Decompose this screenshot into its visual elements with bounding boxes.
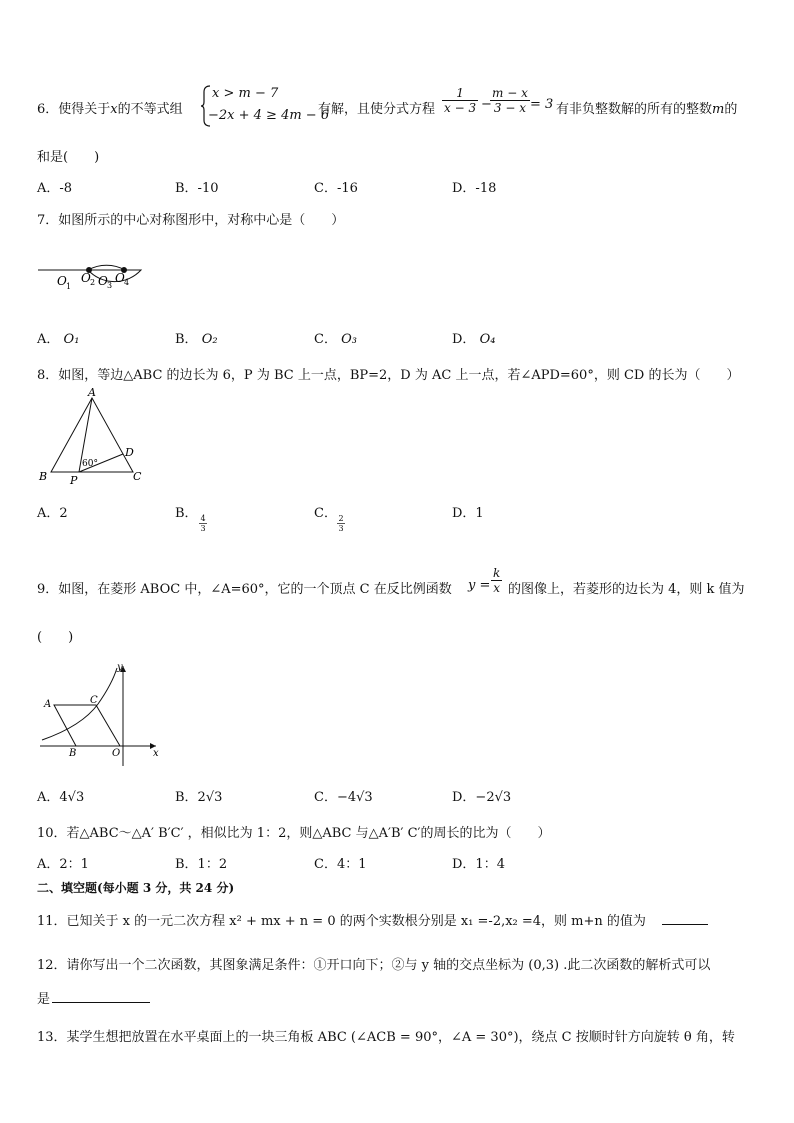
q9-option-d[interactable]: D．−2√3	[452, 790, 512, 805]
label-o4: O	[115, 271, 125, 285]
q9-func-num: k	[493, 566, 501, 580]
q11-stem: 11．已知关于 x 的一元二次方程 x² + mx + n = 0 的两个实数根分别是 x₁ =-2,x₂ =4，则 m+n 的值为	[37, 914, 646, 929]
q9-figure	[36, 662, 164, 770]
q6-fraction-2	[490, 86, 530, 115]
label-d: D	[125, 446, 134, 459]
label-o4-sub: 4	[124, 278, 130, 287]
q7-option-d[interactable]	[452, 328, 495, 347]
q6-tail-line	[556, 98, 737, 117]
label-angle: 60°	[82, 459, 98, 469]
q6-mid1: 的不等式组	[117, 102, 183, 117]
label-b: B	[39, 470, 48, 483]
q6-sys-line2: −2x + 4 ≥ 4m − 6	[208, 108, 330, 123]
q10-option-d[interactable]: D．1：4	[452, 857, 505, 872]
q8-optb-num: 4	[200, 514, 206, 523]
q8-stem: 8．如图，等边△ABC 的边长为 6，P 为 BC 上一点，BP=2，D 为 AC 上一点，若∠APD=60°，则 CD 的长为（ ）	[37, 368, 740, 383]
q6-minus: −	[481, 97, 492, 112]
q6-fraction-1	[442, 86, 478, 115]
q6-frac2-num: m − x	[492, 86, 528, 100]
q6-equals: = 3	[530, 97, 554, 112]
q8-option-c-fraction	[337, 514, 345, 533]
q8-optc-num: 2	[338, 514, 344, 523]
label-a: A	[88, 386, 96, 399]
q6-option-d[interactable]: D．-18	[452, 181, 497, 196]
q9-line2: ( )	[37, 630, 74, 645]
q9-func-lhs: y =	[468, 578, 491, 593]
q6-inequality-system	[200, 84, 330, 128]
q7-option-a[interactable]	[37, 328, 79, 347]
q9-stem-b: 的图像上，若菱形的边长为 4，则 k 值为	[508, 582, 745, 597]
q7-option-d-letter: D．	[452, 332, 476, 347]
q10-option-c[interactable]: C．4：1	[314, 857, 367, 872]
q9-option-a[interactable]: A．4√3	[37, 790, 85, 805]
q6-line2: 和是( )	[37, 150, 100, 165]
q6-tail: 有非负整数解的所有的整数	[556, 102, 713, 117]
q6-var-x: x	[110, 102, 118, 117]
q6-frac1-num: 1	[442, 86, 478, 101]
q8-option-b-fraction	[199, 514, 207, 533]
q6-var-m: m	[712, 102, 725, 117]
q6-tail2: 的	[724, 102, 738, 117]
q7-option-b-value: O₂	[201, 332, 218, 347]
q9-func-fraction	[491, 566, 502, 595]
q8-option-d[interactable]: D．1	[452, 506, 484, 521]
label-a: A	[44, 699, 52, 710]
q6-prefix: 6．使得关于	[37, 102, 111, 117]
label-b: B	[69, 748, 77, 759]
q7-option-b-letter: B．	[175, 332, 198, 347]
q10-option-a[interactable]: A．2：1	[37, 857, 89, 872]
q7-option-d-value: O₄	[479, 332, 496, 347]
q9-stem-a: 9．如图，在菱形 ABOC 中，∠A=60°，它的一个顶点 C 在反比例函数	[37, 582, 452, 597]
q6-frac1-den: x − 3	[444, 101, 477, 115]
label-o2-sub: 2	[90, 278, 96, 287]
label-p: P	[70, 474, 78, 487]
q7-option-c[interactable]	[314, 328, 357, 347]
q8-option-c[interactable]: C．	[314, 506, 337, 521]
q6-sys-line1: x > m − 7	[212, 86, 279, 101]
q7-option-c-letter: C．	[314, 332, 337, 347]
q9-func-den: x	[493, 581, 501, 595]
label-y: y	[117, 662, 123, 673]
q7-option-a-letter: A．	[37, 332, 60, 347]
q7-figure	[36, 232, 148, 304]
q7-option-a-value: O₁	[63, 332, 80, 347]
q7-option-c-value: O₃	[341, 332, 357, 347]
label-o3-sub: 3	[107, 281, 113, 290]
q9-option-b[interactable]: B．2√3	[175, 790, 223, 805]
q8-option-a[interactable]: A．2	[37, 506, 68, 521]
label-o: O	[112, 748, 121, 759]
label-o1: O	[57, 274, 67, 288]
q11-answer-blank[interactable]	[662, 910, 708, 925]
section-heading: 二、填空题(每小题 3 分，共 24 分)	[37, 881, 235, 895]
q7-stem: 7．如图所示的中心对称图形中，对称中心是（ ）	[37, 213, 345, 228]
q6-option-a[interactable]: A．-8	[37, 181, 73, 196]
q8-option-b[interactable]: B．	[175, 506, 198, 521]
q10-option-b[interactable]: B．1：2	[175, 857, 228, 872]
label-o1-sub: 1	[66, 282, 72, 291]
q10-stem: 10．若△ABC～△A′ B′C′ ，相似比为 1：2，则△ABC 与△A′B′ C′的周长的比为（ ）	[37, 826, 551, 841]
q9-option-c[interactable]: C．−4√3	[314, 790, 373, 805]
label-c: C	[90, 695, 98, 706]
q6-mid2: 有解，且使分式方程	[318, 102, 436, 117]
label-x: x	[153, 748, 159, 759]
q8-optb-den: 3	[200, 524, 206, 533]
q12-line2: 是	[37, 992, 51, 1007]
q8-figure	[36, 386, 156, 490]
q7-option-b[interactable]	[175, 328, 218, 347]
q6-frac2-den: 3 − x	[493, 101, 526, 115]
label-o2: O	[81, 271, 91, 285]
q12-stem: 12．请你写出一个二次函数，其图象满足条件：①开口向下；②与 y 轴的交点坐标为 (0,3) .此二次函数的解析式可以	[37, 958, 711, 973]
q6-option-b[interactable]: B．-10	[175, 181, 219, 196]
q6-line1	[37, 98, 183, 117]
label-c: C	[133, 470, 142, 483]
q13-stem: 13．某学生想把放置在水平桌面上的一块三角板 ABC (∠ACB = 90°，∠A = 30°)，绕点 C 按顺时针方向旋转 θ 角，转	[37, 1030, 735, 1045]
q12-answer-blank[interactable]	[52, 988, 150, 1003]
q6-option-c[interactable]: C．-16	[314, 181, 358, 196]
label-o3: O	[98, 274, 108, 288]
q8-optc-den: 3	[338, 524, 344, 533]
